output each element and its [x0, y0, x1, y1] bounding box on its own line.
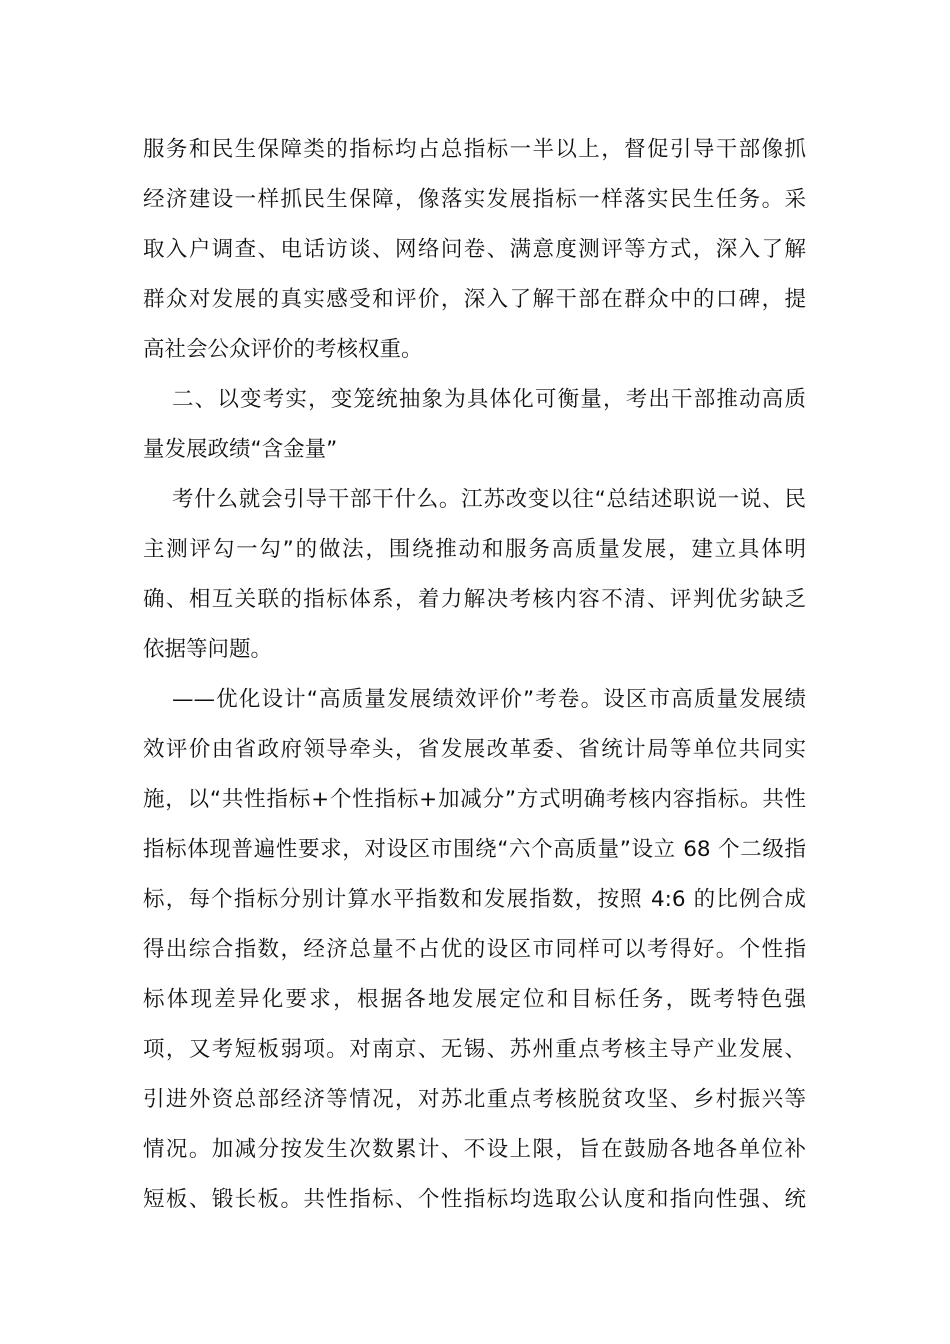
- text-line: 施，以“共性指标+个性指标+加减分”方式明确考核内容指标。共性: [143, 787, 806, 812]
- text-line: 二、以变考实，变笼统抽象为具体化可衡量，考出干部推动高质: [172, 387, 806, 412]
- text-line: 标，每个指标分别计算水平指数和发展指数，按照 4:6 的比例合成: [143, 887, 806, 912]
- text-line: 标体现差异化要求，根据各地发展定位和目标任务，既考特色强: [143, 987, 806, 1012]
- text-line: 考什么就会引导干部干什么。江苏改变以往“总结述职说一说、民: [172, 487, 806, 512]
- text-line: 主测评勾一勾”的做法，围绕推动和服务高质量发展，建立具体明: [143, 537, 806, 562]
- text-line: 服务和民生保障类的指标均占总指标一半以上，督促引导干部像抓: [143, 137, 806, 162]
- text-line: 指标体现普遍性要求，对设区市围绕“六个高质量”设立 68 个二级指: [143, 837, 806, 862]
- text-line: ——优化设计“高质量发展绩效评价”考卷。设区市高质量发展绩: [172, 687, 806, 712]
- text-line: 依据等问题。: [143, 637, 273, 662]
- text-line: 群众对发展的真实感受和评价，深入了解干部在群众中的口碑，提: [143, 287, 806, 312]
- paragraph-continuation: [143, 125, 806, 375]
- text-line: 情况。加减分按发生次数累计、不设上限，旨在鼓励各地各单位补: [143, 1137, 806, 1162]
- section-heading: [143, 375, 806, 475]
- paragraph: [143, 675, 806, 1225]
- text-line: 取入户调查、电话访谈、网络问卷、满意度测评等方式，深入了解: [143, 237, 806, 262]
- paragraph: [143, 475, 806, 675]
- text-line: 效评价由省政府领导牵头，省发展改革委、省统计局等单位共同实: [143, 737, 806, 762]
- text-line: 引进外资总部经济等情况，对苏北重点考核脱贫攻坚、乡村振兴等: [143, 1087, 806, 1112]
- text-line: 得出综合指数，经济总量不占优的设区市同样可以考得好。个性指: [143, 937, 806, 962]
- text-line: 高社会公众评价的考核权重。: [143, 337, 423, 362]
- text-line: 项，又考短板弱项。对南京、无锡、苏州重点考核主导产业发展、: [143, 1037, 806, 1062]
- text-line: 经济建设一样抓民生保障，像落实发展指标一样落实民生任务。采: [143, 187, 806, 212]
- text-line: 确、相互关联的指标体系，着力解决考核内容不清、评判优劣缺乏: [143, 587, 806, 612]
- text-line: 短板、锻长板。共性指标、个性指标均选取公认度和指向性强、统: [143, 1187, 806, 1212]
- text-line: 量发展政绩“含金量”: [143, 437, 338, 462]
- document-body: [143, 125, 806, 1225]
